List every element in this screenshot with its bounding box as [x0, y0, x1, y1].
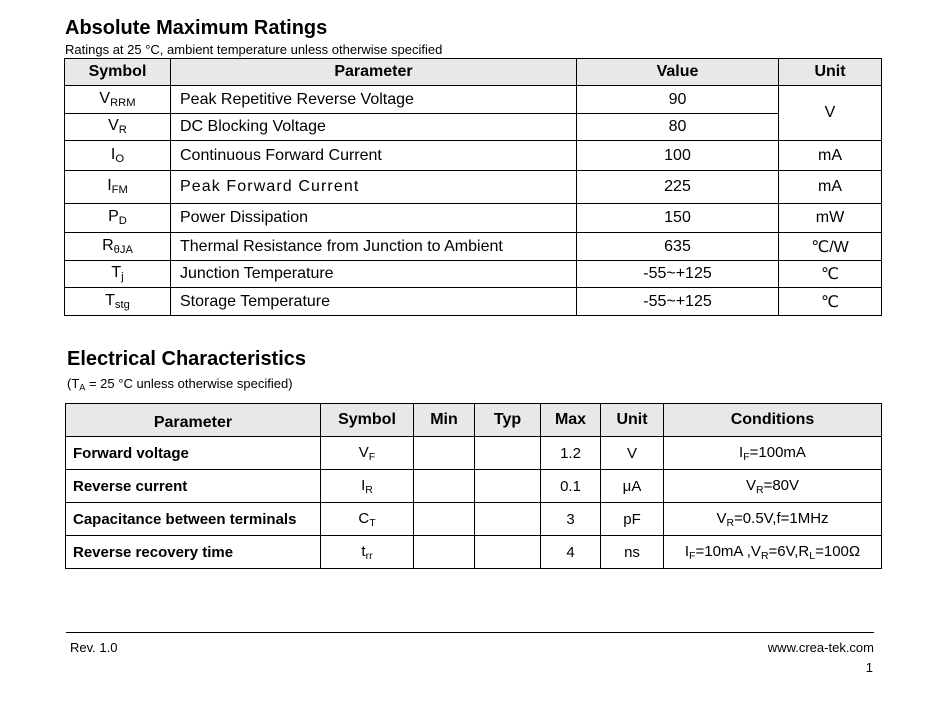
symbol-cell: $V_F$ [321, 437, 414, 470]
max-cell: 1.2 [541, 437, 601, 470]
symbol-cell: $T_j$ [65, 261, 171, 288]
symbol-cell: $P_D$ [65, 204, 171, 233]
amr-title: Absolute Maximum Ratings [65, 17, 328, 39]
symbol-cell: $I_R$ [321, 470, 414, 503]
value-cell: 100 [577, 141, 779, 171]
value-cell: 150 [577, 204, 779, 233]
unit-cell: ℃ [779, 261, 882, 288]
absolute-maximum-ratings-table [64, 58, 882, 316]
condition-subscript: F [743, 450, 750, 463]
condition-text: I [684, 542, 690, 560]
unit-cell: ℃ [779, 288, 882, 316]
table-row [66, 536, 882, 569]
unit-cell: mW [779, 204, 882, 233]
conditions-cell [664, 437, 882, 470]
condition-text: =6V,R [768, 542, 810, 560]
condition-text: V [745, 476, 756, 494]
parameter-cell: Reverse current [66, 470, 321, 503]
symbol-cell: $R_{\theta JA}$ [65, 233, 171, 261]
unit-cell: ℃/W [779, 233, 882, 261]
value-cell: 80 [577, 114, 779, 141]
ec-header-max: Max [541, 404, 601, 437]
condition-subscript: F [689, 549, 696, 562]
unit-cell: mA [779, 141, 882, 171]
condition-subscript: L [809, 549, 816, 562]
parameter-cell: Peak Repetitive Reverse Voltage [171, 86, 577, 114]
unit-cell: mA [779, 171, 882, 204]
conditions-cell [664, 536, 882, 569]
parameter-cell: Reverse recovery time [66, 536, 321, 569]
condition-text: =100Ω [815, 542, 861, 560]
min-cell [414, 503, 475, 536]
condition-text: =100mA [749, 443, 806, 461]
symbol-cell: $I_O$ [65, 141, 171, 171]
amr-subtitle: Ratings at 25 °C, ambient temperature unless otherwise specified [65, 42, 443, 57]
conditions-cell [664, 503, 882, 536]
typ-cell [475, 503, 541, 536]
max-cell: 0.1 [541, 470, 601, 503]
value-cell: -55~+125 [577, 261, 779, 288]
min-cell [414, 437, 475, 470]
table-row [65, 171, 882, 204]
parameter-cell: Continuous Forward Current [171, 141, 577, 171]
parameter-cell: Capacitance between terminals [66, 503, 321, 536]
table-row [65, 288, 882, 316]
condition-text: =10mA ,V [695, 542, 761, 560]
page-number: 1 [865, 660, 873, 675]
ec-header-row [66, 404, 882, 437]
condition-text: I [739, 443, 744, 461]
table-row [66, 470, 882, 503]
ec-title: Electrical Characteristics [67, 348, 307, 370]
table-row [65, 204, 882, 233]
ec-header-typ: Typ [475, 404, 541, 437]
amr-header-value: Value [577, 59, 779, 86]
revision-label: Rev. 1.0 [70, 640, 118, 655]
symbol-cell: $t_{rr}$ [321, 536, 414, 569]
parameter-cell: Power Dissipation [171, 204, 577, 233]
min-cell [414, 536, 475, 569]
max-cell: 4 [541, 536, 601, 569]
unit-cell: μA [601, 470, 664, 503]
ec-subtitle: ($T_A = 25$ °C unless otherwise specified) [67, 376, 293, 393]
value-cell: -55~+125 [577, 288, 779, 316]
parameter-cell: Peak Forward Current [171, 171, 577, 204]
typ-cell [475, 536, 541, 569]
typ-cell [475, 437, 541, 470]
condition-subscript: R [755, 483, 764, 496]
unit-cell: V [779, 86, 882, 141]
table-row [65, 261, 882, 288]
conditions-cell [664, 470, 882, 503]
symbol-cell: $C_T$ [321, 503, 414, 536]
parameter-cell: Thermal Resistance from Junction to Ambient [171, 233, 577, 261]
min-cell [414, 470, 475, 503]
unit-cell: pF [601, 503, 664, 536]
value-cell: 635 [577, 233, 779, 261]
condition-text: V [716, 509, 727, 527]
symbol-cell: $V_R$ [65, 114, 171, 141]
amr-header-parameter: Parameter [171, 59, 577, 86]
parameter-cell: Junction Temperature [171, 261, 577, 288]
condition-text: =0.5V,f=1MHz [734, 509, 829, 527]
amr-header-row [65, 59, 882, 86]
ec-header-parameter: Parameter [66, 404, 321, 437]
condition-text: =80V [763, 476, 800, 494]
table-row [65, 141, 882, 171]
symbol-cell: $T_{stg}$ [65, 288, 171, 316]
table-row [65, 86, 882, 114]
table-row [65, 233, 882, 261]
parameter-cell: Storage Temperature [171, 288, 577, 316]
unit-cell: ns [601, 536, 664, 569]
amr-header-symbol: Symbol [65, 59, 171, 86]
symbol-cell: $I_{FM}$ [65, 171, 171, 204]
parameter-cell: DC Blocking Voltage [171, 114, 577, 141]
ec-header-symbol: Symbol [321, 404, 414, 437]
ec-header-unit: Unit [601, 404, 664, 437]
value-cell: 90 [577, 86, 779, 114]
electrical-characteristics-table [65, 403, 882, 569]
table-row [66, 437, 882, 470]
footer-divider [66, 632, 874, 633]
condition-subscript: R [760, 549, 769, 562]
table-row [66, 503, 882, 536]
value-cell: 225 [577, 171, 779, 204]
ec-header-conditions: Conditions [664, 404, 882, 437]
table-row [65, 114, 882, 141]
ec-header-min: Min [414, 404, 475, 437]
parameter-cell: Forward voltage [66, 437, 321, 470]
typ-cell [475, 470, 541, 503]
amr-header-unit: Unit [779, 59, 882, 86]
symbol-cell: $V_{RRM}$ [65, 86, 171, 114]
max-cell: 3 [541, 503, 601, 536]
website-link[interactable]: www.crea-tek.com [767, 640, 874, 655]
unit-cell: V [601, 437, 664, 470]
condition-subscript: R [726, 516, 735, 529]
